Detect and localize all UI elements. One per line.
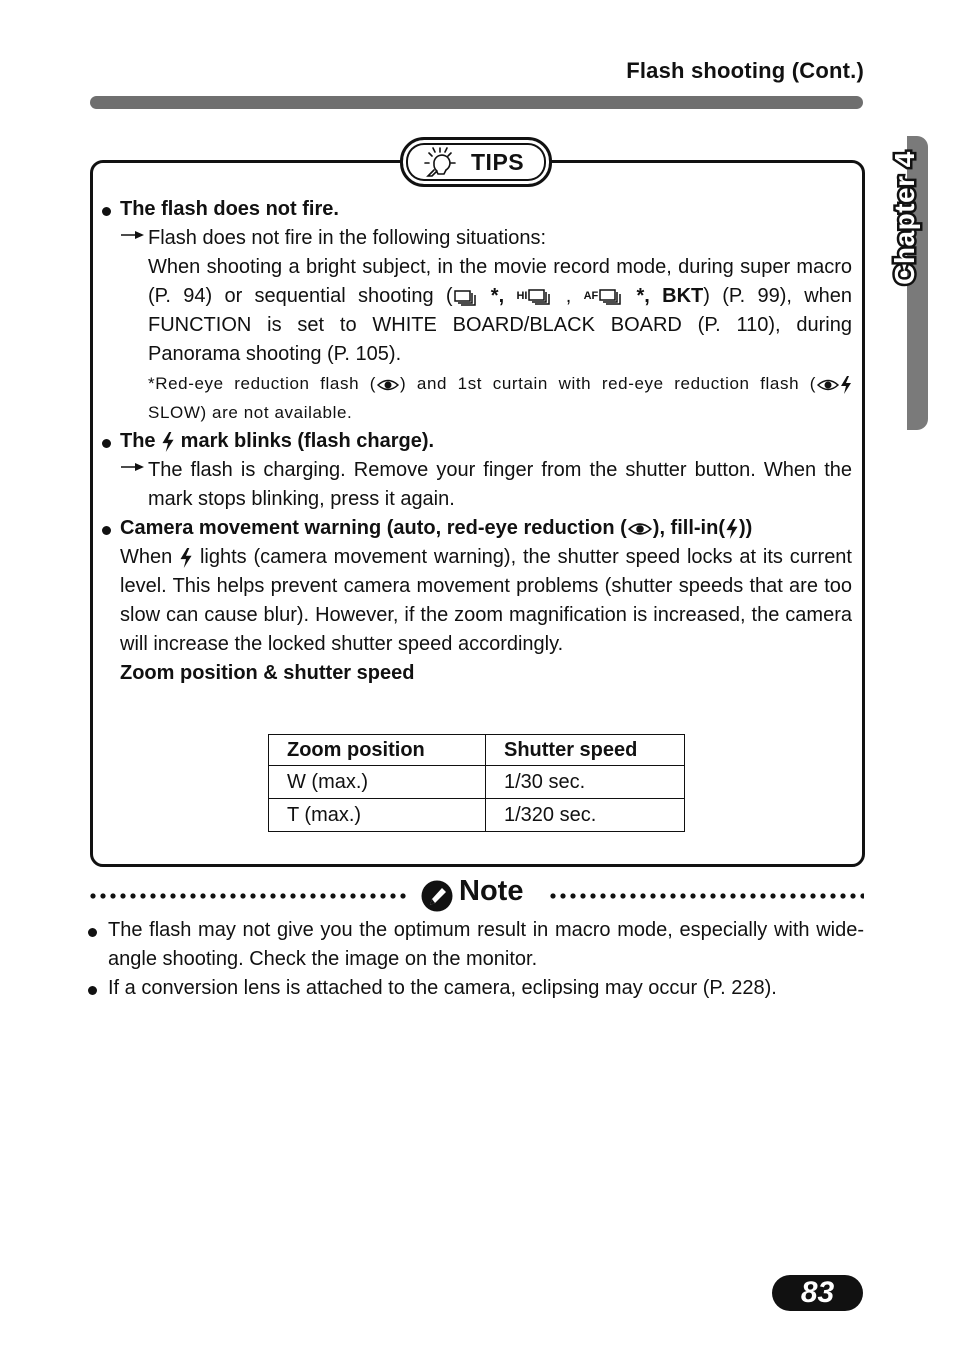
tip-heading-camera-movement: Camera movement warning (auto, red-eye reduction ( ), fill-in( )) xyxy=(102,514,852,543)
lightbulb-icon xyxy=(423,146,457,180)
tips-tab xyxy=(400,137,552,187)
arrow-icon xyxy=(120,456,146,485)
af-sequential-shooting-icon: AF xyxy=(584,282,625,311)
pencil-icon xyxy=(421,880,453,912)
table-row xyxy=(269,766,685,799)
table-row xyxy=(269,799,685,832)
tip-paragraph: When shooting a bright subject, in the movie record mode, during super macro (P. 94) or sequential shooting ( *, HI , AF *, BKT) (P. 99), when FUNCTION is set to WHITE BOARD/BLACK BOARD (P. 110), during Panorama shooting (P. 105). xyxy=(148,256,853,366)
arrow-icon xyxy=(120,224,146,253)
bullet-icon xyxy=(88,986,97,995)
note-header xyxy=(88,875,864,915)
bullet-icon xyxy=(88,928,97,937)
tip-arrow-line: The flash is charging. Remove your finger from the shutter button. When the mark stops blinking, press it again. xyxy=(102,456,852,514)
bullet-icon xyxy=(102,526,111,535)
table-cell: T (max.) xyxy=(269,799,486,832)
zoom-shutter-table xyxy=(268,734,685,832)
table-cell: 1/320 sec. xyxy=(486,799,685,832)
note-label: Note xyxy=(459,875,524,907)
chapter-label xyxy=(881,138,929,298)
flash-icon xyxy=(179,548,193,568)
chapter-label-text: Chapter 4 xyxy=(889,151,920,285)
red-eye-icon xyxy=(376,377,400,393)
dotted-rule xyxy=(88,893,408,899)
flash-icon xyxy=(840,376,852,394)
table-header-cell: Shutter speed xyxy=(486,735,685,766)
sequential-shooting-icon xyxy=(453,287,479,307)
flash-icon xyxy=(161,432,175,452)
table-cell: W (max.) xyxy=(269,766,486,799)
note-item: The flash may not give you the optimum result in macro mode, especially with wide-angle shooting. Check the image on the monitor. xyxy=(88,916,864,974)
header-rule xyxy=(90,96,863,109)
red-eye-icon xyxy=(627,520,653,538)
note-item: If a conversion lens is attached to the camera, eclipsing may occur (P. 228). xyxy=(88,974,864,1003)
bullet-icon xyxy=(102,439,111,448)
note-list xyxy=(88,916,864,1003)
table-header-cell: Zoom position xyxy=(269,735,486,766)
tip-footnote: *Red-eye reduction flash ( ) and 1st curtain with red-eye reduction flash (SLOW) are not available. xyxy=(102,369,852,427)
red-eye-icon xyxy=(816,377,840,393)
table-cell: 1/30 sec. xyxy=(486,766,685,799)
tips-label: TIPS xyxy=(471,149,525,175)
bkt-label: BKT xyxy=(662,285,704,307)
tip-paragraph: When lights (camera movement warning), the shutter speed locks at its current level. This helps prevent camera movement problems (shutter speeds that are too slow can cause blur). However, if the zoom magnification is increased, the camera will increase the locked shutter speed accordingly. xyxy=(120,546,852,656)
bullet-icon xyxy=(102,207,111,216)
tip-heading-flash-blinks: The mark blinks (flash charge). xyxy=(102,427,852,456)
tip-arrow-line: Flash does not fire in the following situations: xyxy=(102,224,852,253)
page-number: 83 xyxy=(772,1275,863,1311)
hi-sequential-shooting-icon: HI xyxy=(516,282,553,311)
dotted-rule xyxy=(548,893,864,899)
table-header-row xyxy=(269,735,685,766)
tips-content xyxy=(102,195,852,688)
flash-icon xyxy=(725,519,739,539)
table-caption: Zoom position & shutter speed xyxy=(120,662,415,685)
tip-heading-no-fire: The flash does not fire. xyxy=(102,195,852,224)
section-title: Flash shooting (Cont.) xyxy=(626,58,864,83)
